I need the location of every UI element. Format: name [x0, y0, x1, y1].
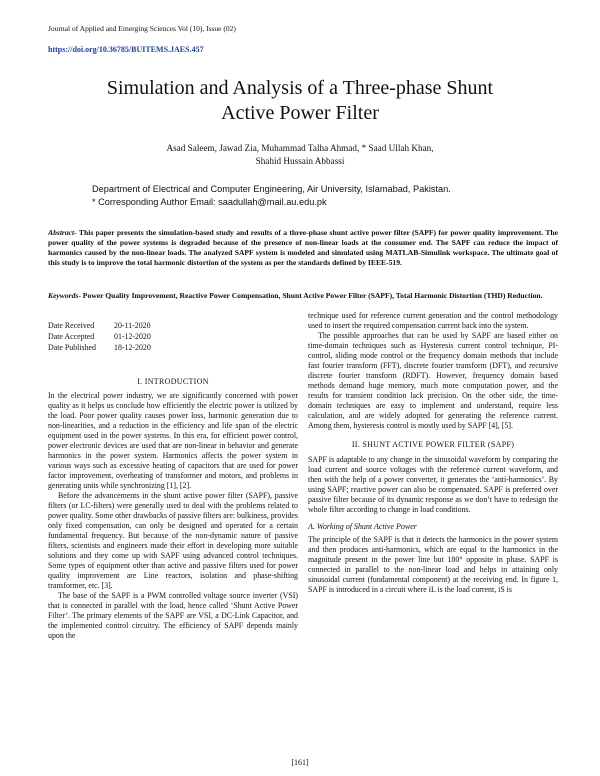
intro-paragraph-2: Before the advancements in the shunt active power filter (SAPF), passive filters (or LC-filters) were generally used to deal with the problems related to power quality. Some other drawbacks of passive filters are: bulkiness, provides only fixed compensation, can only be designed and operated for a certain fundamental frequency. But because of the non-dynamic nature of passive filters, scientists and engineers made their effort in developing more suitable solutions and they come up with SAPF using advanced control techniques. Some types of equipment other than active and passive filters used for power quality improvement are Line reactors, isolation and phase-shifting transformer, etc. [3]. [48, 491, 298, 590]
title-line-2: Active Power Filter [221, 102, 379, 124]
intro-paragraph-3: The base of the SAPF is a PWM controlled voltage source inverter (VSI) that is connected in parallel with the load, hence called ‘Shunt Active Power Filter’. The primary elements of the SAPF are VSI, a DC-Link Capacitor, and the implemented control circuitry. The efficiency of SAPF depends mainly upon the [48, 591, 298, 640]
date-received-label: Date Received [48, 321, 95, 330]
date-received-value: 20-11-2020 [114, 321, 151, 330]
keywords [48, 291, 558, 301]
date-accepted-label: Date Accepted [48, 332, 95, 341]
corresponding-email: * Corresponding Author Email: saadullah@mail.au.edu.pk [92, 196, 327, 207]
keywords-text: - Power Quality Improvement, Reactive Power Compensation, Shunt Active Power Filter (SAPF), Total Harmonic Distortion (THD) Reduction. [78, 291, 543, 300]
date-received [48, 320, 298, 331]
abstract [48, 228, 558, 268]
date-accepted-value: 01-12-2020 [114, 332, 151, 341]
intro-heading: I. INTRODUCTION [137, 377, 209, 386]
authors-line-1: Asad Saleem, Jawad Zia, Muhammad Talha Ahmad, * Saad Ullah Khan, [166, 143, 434, 153]
page-number: [161] [291, 758, 309, 767]
working-subheading: A. Working of Shunt Active Power [308, 522, 417, 531]
left-column [48, 377, 298, 641]
journal-header: Journal of Applied and Emerging Sciences Vol (10), Issue (02) [48, 24, 236, 33]
title-line-1: Simulation and Analysis of a Three-phase Shunt [106, 77, 494, 99]
date-published-value: 18-12-2020 [114, 343, 151, 352]
date-published-label: Date Published [48, 343, 96, 352]
abstract-label: Abstract- [48, 228, 77, 237]
right-column [308, 311, 558, 595]
doi-link[interactable]: https://doi.org/10.36785/BUITEMS.JAES.457 [48, 45, 204, 54]
sapf-heading: II. SHUNT ACTIVE POWER FILTER (SAPF) [351, 440, 515, 449]
affiliation-block [92, 183, 532, 208]
keywords-label: Keywords [48, 291, 79, 300]
right-paragraph-2: The possible approaches that can be used by SAPF are based either on time-domain techniques such as Hysteresis current control technique, PI-control, sliding mode control or the frequency domain methods that include fast fourier transform (FFT), discrete fourier transform (DFT), and recursive discrete fourier transform (RDFT). However, frequency domain based methods demand huge memory, much more computation power, and the results for transient condition lack precision. On the other side, the time-domain techniques are easy to implement and understand, require less calculation, and are widely adopted for generating the reference current. Among them, hysteresis control is mostly used by SAPF [4], [5]. [308, 331, 558, 430]
dates-block [48, 320, 298, 353]
date-published [48, 342, 298, 353]
intro-paragraph-1: In the electrical power industry, we are significantly concerned with power quality as it helps us conclude how efficiently the electric power is utilized by the load. Poor power quality causes power loss, harmonic generation due to non-linearities, and a reduction in the efficiency and life span of the electric equipment used in the power systems. In this era, for efficient power control, power electronic devices are used that are non-linear in behavior and generate harmonics in the power system. Harmonics affects the power system in various ways such as excessive heating of capacitors that are used for power factor improvement, overheating of transformer and motors, and problems in generating units while synchronizing [1], [2]. [48, 391, 298, 490]
paper-title [40, 76, 560, 126]
authors-line-2: Shahid Hussain Abbassi [255, 155, 345, 166]
right-paragraph-1: technique used for reference current generation and the control methodology used to insert the required compensation current back into the system. [308, 311, 558, 330]
working-paragraph-1: The principle of the SAPF is that it detects the harmonics in the power system and then produces anti-harmonics, which are equal to the harmonics in the magnitude present in the power line but 180° opposite in phase. SAPF is connected in parallel to the non-linear load and helps in attaining only sinusoidal current (fundamental component) at the receiving end. In figure 1, SAPF is introduced in a circuit where iL is the load current, iS is [308, 535, 558, 594]
sapf-paragraph-1: SAPF is adaptable to any change in the sinusoidal waveform by comparing the load current and source voltages with the reference current waveform, and then with the help of a power converter, it generates the ‘anti-harmonics’. By using SAPF; reactive power can also be compensated. SAPF is preferred over passive filter because of its dynamic response as we don’t have to redesign the whole filter according to change in load conditions. [308, 455, 558, 514]
authors [60, 142, 540, 167]
affiliation: Department of Electrical and Computer Engineering, Air University, Islamabad, Pakistan. [92, 184, 451, 194]
abstract-text: This paper presents the simulation-based study and results of a three-phase shunt active power filter (SAPF) for power quality improvement. The power quality of the power systems is degraded because of the presence of non-linear loads at the consumer end. The SAPF can reduce the impact of harmonics caused by the non-linear loads. The analyzed SAPF system is modeled and simulated using MATLAB-Simulink workspace. The ultimate goal of this study is to improve the total harmonic distortion of the system as per the standards defined by IEEE-519. [48, 228, 558, 267]
date-accepted [48, 331, 298, 342]
